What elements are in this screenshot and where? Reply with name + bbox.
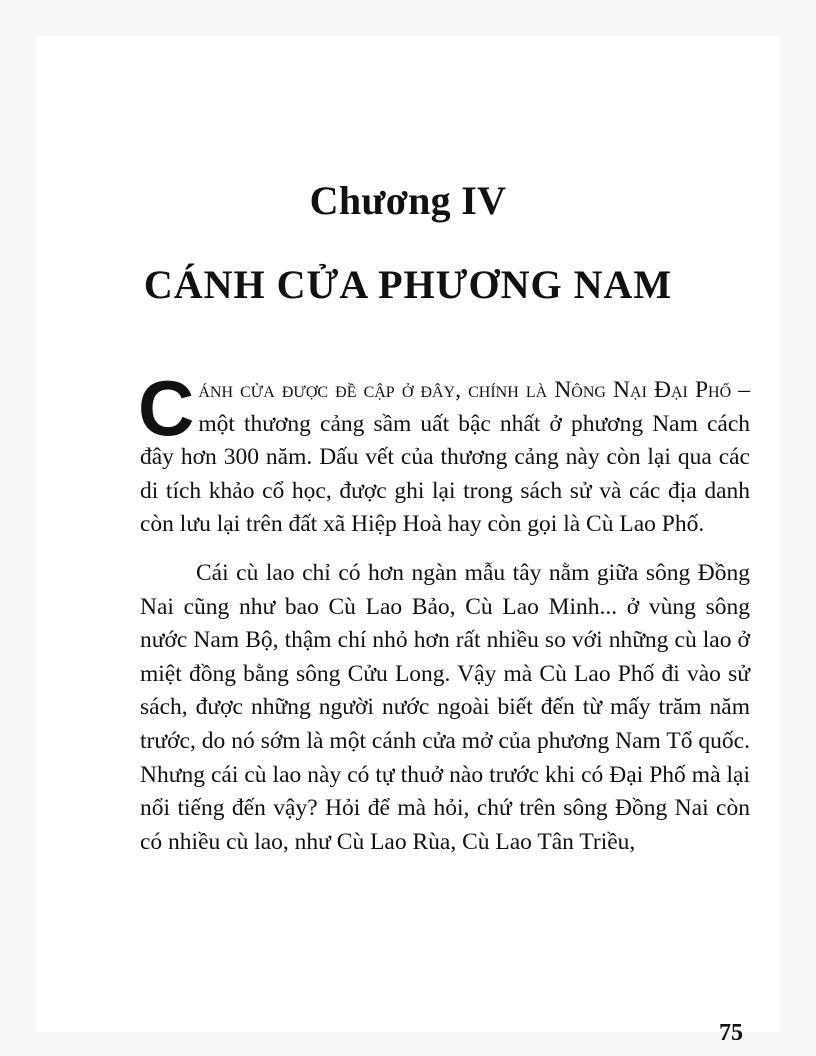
drop-cap: C	[138, 364, 195, 452]
page-number: 75	[719, 1020, 743, 1046]
paragraph-1	[138, 364, 750, 542]
chapter-label: Chương IV	[309, 178, 507, 223]
book-page	[36, 36, 780, 1046]
paragraph-1-text: ánh cửa được đề cập ở đây, chính là Nông Nại Đại Phố – một thương cảng sầm uất bậc nhất ở phương Nam cách đây hơn 300 năm. Dấu vết của thương cảng này còn lại qua các di tích khảo cổ học, được ghi lại trong sách sử và các địa danh còn lưu lại trên đất xã Hiệp Hoà hay còn gọi là Cù Lao Phố.	[140, 377, 750, 538]
chapter-body	[138, 364, 750, 859]
paragraph-2: Cái cù lao chỉ có hơn ngàn mẫu tây nằm giữa sông Đồng Nai cũng như bao Cù Lao Bảo, Cù Lao Minh... ở vùng sông nước Nam Bộ, thậm chí nhỏ hơn rất nhiều so với những cù lao ở miệt đồng bằng sông Cửu Long. Vậy mà Cù Lao Phố đi vào sử sách, được những người nước ngoài biết đến từ mấy trăm năm trước, do nó sớm là một cánh cửa mở của phương Nam Tổ quốc. Nhưng cái cù lao này có tự thuở nào trước khi có Đại Phố mà lại nổi tiếng đến vậy? Hỏi để mà hỏi, chứ trên sông Đồng Nai còn có nhiều cù lao, như Cù Lao Rùa, Cù Lao Tân Triều,	[140, 559, 750, 855]
chapter-title: CÁNH CỬA PHƯƠNG NAM	[143, 262, 673, 307]
